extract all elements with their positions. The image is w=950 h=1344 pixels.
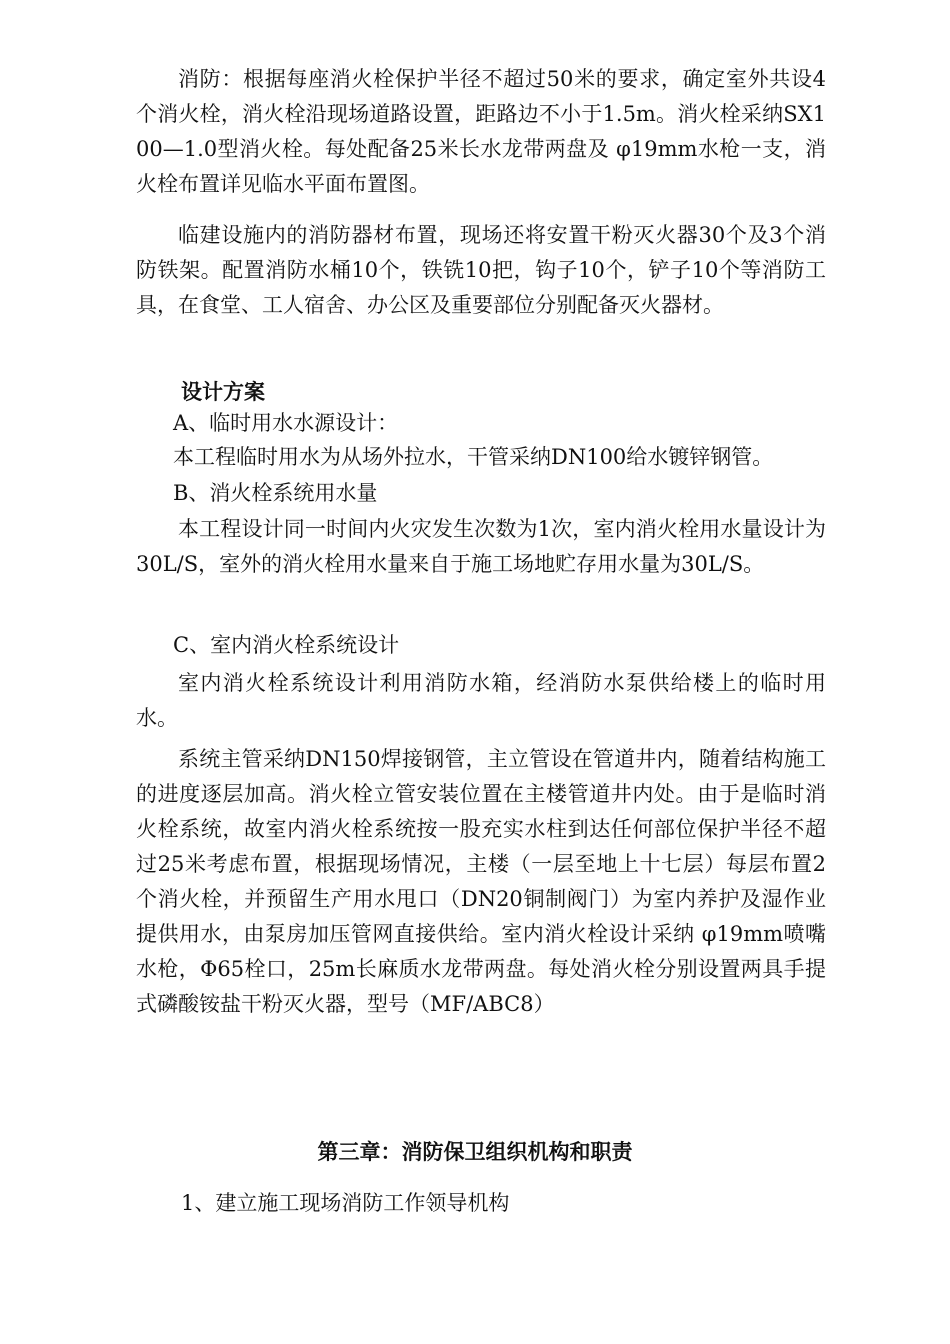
section-c-body-1: 室内消火栓系统设计利用消防水箱，经消防水泵供给楼上的临时用水。 bbox=[136, 671, 826, 730]
paragraph-fire-hydrant-outdoor: 消防：根据每座消火栓保护半径不超过50米的要求，确定室外共设4个消火栓，消火栓沿现场道路设置，距路边不小于1.5m。消火栓采纳SX100—1.0型消火栓。每处配备25米长水龙带两盘及 φ19mm水枪一支，消火栓布置详见临水平面布置图。 bbox=[136, 67, 826, 196]
section-b-title: B、消火栓系统用水量 bbox=[173, 481, 378, 505]
chapter-three-title: 第三章：消防保卫组织机构和职责 bbox=[317, 1139, 633, 1164]
list-item-1: 1、建立施工现场消防工作领导机构 bbox=[181, 1191, 510, 1215]
section-a-body: 本工程临时用水为从场外拉水，干管采纳DN100给水镀锌钢管。 bbox=[173, 445, 774, 469]
section-a-title: A、临时用水水源设计： bbox=[173, 411, 399, 435]
section-c-body-2: 系统主管采纳DN150焊接钢管，主立管设在管道井内，随着结构施工的进度逐层加高。消火栓立管安装位置在主楼管道井内处。由于是临时消火栓系统，故室内消火栓系统按一股充实水柱到达任何部位保护半径不超过25米考虑布置，根据现场情况，主楼（一层至地上十七层）每层布置2个消火栓，并预留生产用水甩口（DN20铜制阀门）为室内养护及湿作业提供用水，由泵房加压管网直接供给。室内消火栓设计采纳 φ19mm喷嘴水枪，Φ65栓口，25m长麻质水龙带两盘。每处消火栓分别设置两具手提式磷酸铵盐干粉灭火器，型号（MF/ABC8） bbox=[136, 747, 826, 1016]
section-c-title: C、室内消火栓系统设计 bbox=[173, 633, 400, 657]
paragraph-fire-equipment: 临建设施内的消防器材布置，现场还将安置干粉灭火器30个及3个消防铁架。配置消防水桶10个，铁铣10把，钩子10个，铲子10个等消防工具，在食堂、工人宿舍、办公区及重要部位分别配备灭火器材。 bbox=[136, 223, 826, 317]
section-b-body: 本工程设计同一时间内火灾发生次数为1次，室内消火栓用水量设计为30L/S，室外的消火栓用水量来自于施工场地贮存用水量为30L/S。 bbox=[136, 517, 826, 576]
design-plan-heading: 设计方案 bbox=[181, 379, 265, 404]
